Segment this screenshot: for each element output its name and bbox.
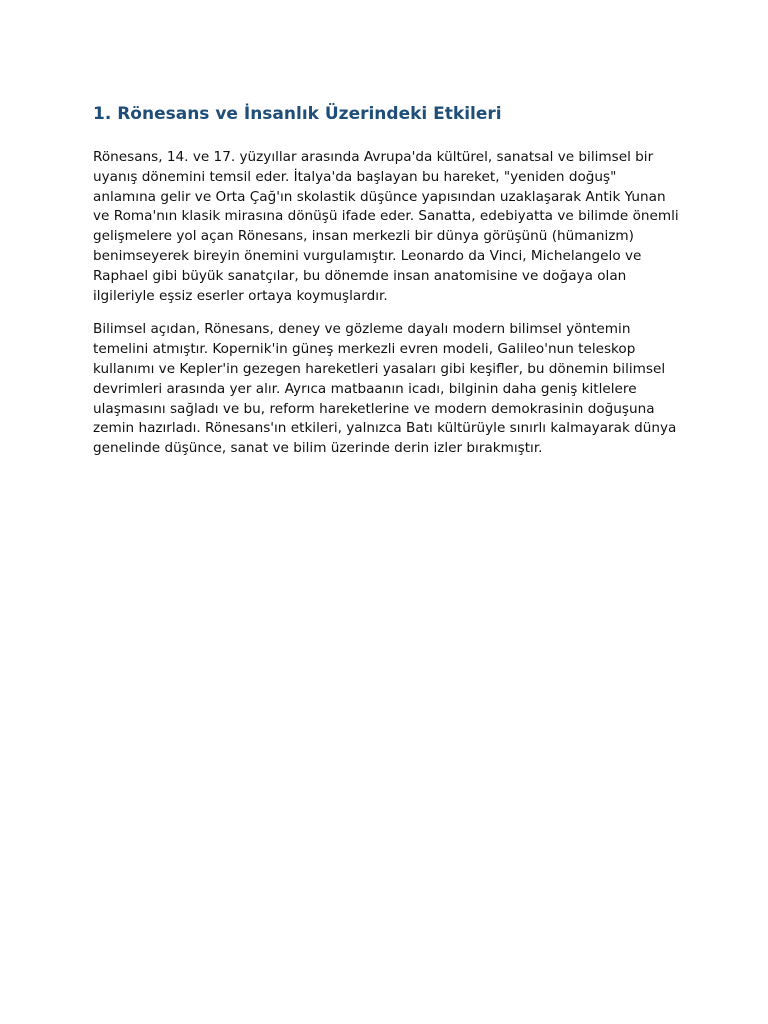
- paragraph-1: Rönesans, 14. ve 17. yüzyıllar arasında Avrupa'da kültürel, sanatsal ve bilimsel bir uyanış dönemini temsil eder. İtalya'da başlayan bu hareket, "yeniden doğuş" anlamına gelir ve Orta Çağ'ın skolastik düşünce yapısından uzaklaşarak Antik Yunan ve Roma'nın klasik mirasına dönüşü ifade eder. Sanatta, edebiyatta ve bilimde önemli gelişmelere yol açan Rönesans, insan merkezli bir dünya görüşünü (hümanizm) benimseyerek bireyin önemini vurgulamıştır. Leonardo da Vinci, Michelangelo ve Raphael gibi büyük sanatçılar, bu dönemde insan anatomisine ve doğaya olan ilgileriyle eşsiz eserler ortaya koymuşlardır.: [93, 149, 679, 304]
- document-content: [93, 102, 683, 473]
- paragraph-2: Bilimsel açıdan, Rönesans, deney ve gözleme dayalı modern bilimsel yöntemin temelini atmıştır. Kopernik'in güneş merkezli evren modeli, Galileo'nun teleskop kullanımı ve Kepler'in gezegen hareketleri yasaları gibi keşifler, bu dönemin bilimsel devrimleri arasında yer alır. Ayrıca matbaanın icadı, bilginin daha geniş kitlelere ulaşmasını sağladı ve bu, reform hareketlerine ve modern demokrasinin doğuşuna zemin hazırladı. Rönesans'ın etkileri, yalnızca Batı kültürüyle sınırlı kalmayarak dünya genelinde düşünce, sanat ve bilim üzerinde derin izler bırakmıştır.: [93, 321, 677, 457]
- section-heading: 1. Rönesans ve İnsanlık Üzerindeki Etkileri: [93, 104, 502, 124]
